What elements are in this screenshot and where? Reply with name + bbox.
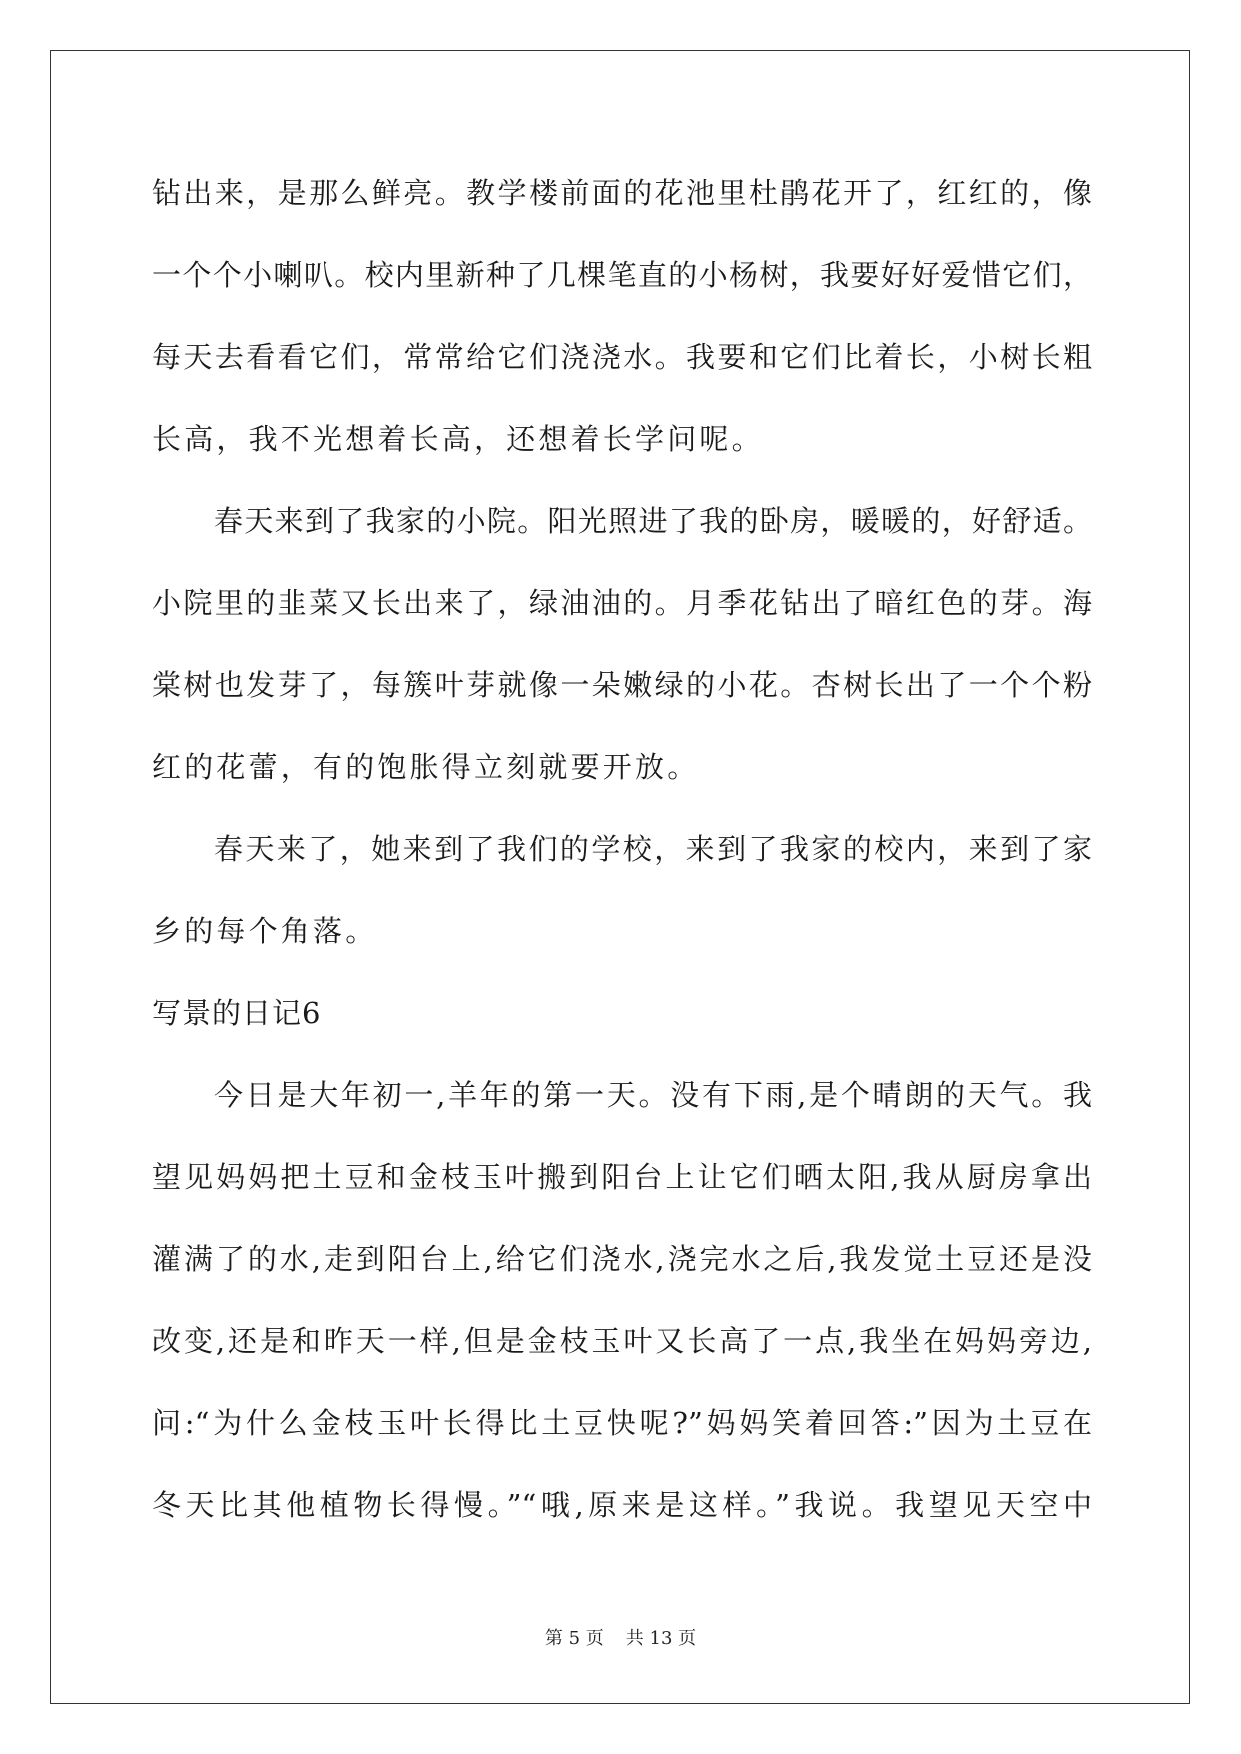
page-number: 第 5 页 bbox=[544, 1628, 604, 1649]
text-line: 钻出来，是那么鲜亮。教学楼前面的花池里杜鹃花开了，红红的，像 bbox=[152, 176, 1092, 210]
page-total: 共 13 页 bbox=[625, 1628, 697, 1649]
text-line: 改变,还是和昨天一样,但是金枝玉叶又长高了一点,我坐在妈妈旁边, bbox=[152, 1324, 1092, 1358]
text-line: 春天来到了我家的小院。阳光照进了我的卧房，暖暖的，好舒适。 bbox=[214, 504, 1092, 538]
text-line: 棠树也发芽了，每簇叶芽就像一朵嫩绿的小花。杏树长出了一个个粉 bbox=[152, 668, 1092, 702]
text-line: 一个个小喇叭。校内里新种了几棵笔直的小杨树，我要好好爱惜它们， bbox=[152, 258, 1092, 292]
page-footer bbox=[0, 1624, 1241, 1650]
text-line: 问:“为什么金枝玉叶长得比土豆快呢?”妈妈笑着回答:”因为土豆在 bbox=[152, 1406, 1092, 1440]
text-line: 每天去看看它们，常常给它们浇浇水。我要和它们比着长，小树长粗 bbox=[152, 340, 1092, 374]
text-line: 长高，我不光想着长高，还想着长学问呢。 bbox=[152, 422, 764, 456]
text-line: 望见妈妈把土豆和金枝玉叶搬到阳台上让它们晒太阳,我从厨房拿出 bbox=[152, 1160, 1092, 1194]
document-body bbox=[152, 152, 1092, 1546]
text-line: 灌满了的水,走到阳台上,给它们浇水,浇完水之后,我发觉土豆还是没 bbox=[152, 1242, 1092, 1276]
text-line: 今日是大年初一,羊年的第一天。没有下雨,是个晴朗的天气。我 bbox=[214, 1078, 1092, 1112]
section-heading: 写景的日记6 bbox=[152, 996, 322, 1030]
text-line: 乡的每个角落。 bbox=[152, 914, 378, 948]
text-line: 冬天比其他植物长得慢。”“哦,原来是这样。”我说。我望见天空中 bbox=[152, 1488, 1092, 1522]
text-line: 红的花蕾，有的饱胀得立刻就要开放。 bbox=[152, 750, 700, 784]
text-line: 春天来了，她来到了我们的学校，来到了我家的校内，来到了家 bbox=[214, 832, 1092, 866]
text-line: 小院里的韭菜又长出来了，绿油油的。月季花钻出了暗红色的芽。海 bbox=[152, 586, 1092, 620]
